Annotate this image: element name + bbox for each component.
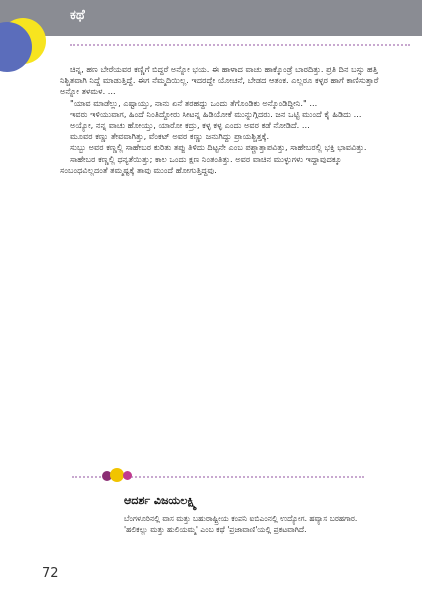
decorative-dot-magenta bbox=[123, 471, 132, 480]
top-dotted-rule bbox=[70, 44, 410, 46]
paragraph: ಸುಬ್ಬು ಅವರ ಕಣ್ಣಲ್ಲಿ ಸಾಹೇಬರ ಕುರಿತು ತಪ್ಪು ತಿಳಿದು ದಿಟ್ಟನೇ ಎಂಬ ಪಶ್ಚಾತ್ತಾಪವಿತ್ತು, ಸಾಹೇಬರಲ್ಲಿ ಭಕ್ತಿ ಭಾವವಿತ್ತು. bbox=[70, 142, 367, 153]
paragraph: ಚಿನ್ನ, ಹಣ ಬೇರೆಯವರ ಕಣ್ಣಿಗೆ ಬಿದ್ದರೆ ಅನ್ನೋ ಭಯ. ಈ ಹಾಳಾದ ವಾಚು ಹಾಕ್ಕೊಂಡ್ರೆ ಬಾರದಿತ್ತು. ಪ್ರತಿ ದಿನ ಬಸ್ಸು ಹತ್ತಿ ನಿಶ್ಚಿತವಾಗಿ ನಿದ್ದೆ ಮಾಡುತ್ತಿದ್ದೆ. ಈಗ ನೆಮ್ಮದಿಯಿಲ್ಲ. ಇದರದ್ದೇ ಯೋಚನೆ, ಬೇಡದ ಆತಂಕ. ಎಲ್ಲರೂ ಕಳ್ಳರ ಹಾಗೆ ಕಾಣಿಸುತ್ತಾರೆ ಅನ್ನೋ ತಳಮಳ. ... bbox=[60, 64, 379, 97]
page-number: 72 bbox=[42, 566, 59, 581]
author-bio: ಬೆಂಗಳೂರಿನಲ್ಲಿ ವಾಸ ಮತ್ತು ಬಹುರಾಷ್ಟ್ರೀಯ ಕಂಪನಿ ಐಬಿಎಂನಲ್ಲಿ ಉದ್ಯೋಗ. ಹವ್ಯಾಸ ಬರಹಗಾರ. 'ಹಲಿಕಲ್ಲು ಮತ್ತು ಹುಲಿಯಮ್ಮ' ಎಂಬ ಕಥೆ 'ಪ್ರಜಾವಾಣಿ'ಯಲ್ಲಿ ಪ್ರಕಟವಾಗಿದೆ. bbox=[124, 514, 358, 534]
paragraph: ಅಯ್ಯೋ, ನನ್ನ ವಾಚು ಹೋಯ್ತು, ಯಾರೋ ಕದ್ರು, ಕಳ್ಳ ಕಳ್ಳ ಎಂದು ಅವರ ಕಡೆ ನೋಡಿದೆ. ... bbox=[70, 120, 310, 131]
paragraph: ಇವರು ಇಳಿಯುವಾಗ, ಹಿಂದೆ ನಿಂತಿದ್ದೋರು ಸೀಟನ್ನ ಹಿಡಿಯೋಕೆ ಮುನ್ನುಗ್ಗಿದರು. ಜನ ಒಟ್ಟಿ ಮುಂದೆ ಕೈ ಹಿಡಿದು ... bbox=[70, 108, 362, 119]
paragraph: ಮೂವರ ಕಣ್ಣು ತೇವವಾಗಿತ್ತು, ವೆಂಕಟ್ ಅವರ ಕಣ್ಣು ಜನುಗಿದ್ದು ಪ್ರಾಯಶ್ಚಿತ್ತಕ್ಕೆ. bbox=[70, 131, 270, 142]
decorative-dot-yellow bbox=[110, 468, 124, 482]
author-name: ಆದರ್ಶ ವಿಜಯಲಕ್ಷ್ಮಿ bbox=[124, 494, 197, 507]
paragraph: "ಯಾವ ಮಾಡೆಲ್ಲು, ಎಷ್ಟಾಯ್ತು, ನಾನು ಏನೆ ತರಹದ್ದು ಒಂದು ತೆಗೊಂಡಿಕು ಅನ್ಕೊಂಡಿದ್ದೀನಿ." ... bbox=[70, 97, 318, 108]
header-band bbox=[0, 0, 422, 36]
paragraph: ಸಾಹೇಬರ ಕಣ್ಣಲ್ಲಿ ಧನ್ಯತೆಯಿತ್ತು; ಕಾಲ ಒಂದು ಕ್ಷಣ ನಿಂತಂತಿತ್ತು. ಅವರ ವಾಚಿನ ಮುಳ್ಳುಗಳು ಇದ್ದಾವುದಕ್ಕೂ ಸಂಬಂಧವಿಲ್ಲದಂತೆ ತಮ್ಮಷ್ಟಕ್ಕೆ ತಾವು ಮುಂದೆ ಹೋಗುತ್ತಿದ್ದವು. bbox=[60, 153, 342, 175]
story-body bbox=[60, 64, 388, 459]
section-title: ಕಥೆ bbox=[70, 8, 85, 23]
